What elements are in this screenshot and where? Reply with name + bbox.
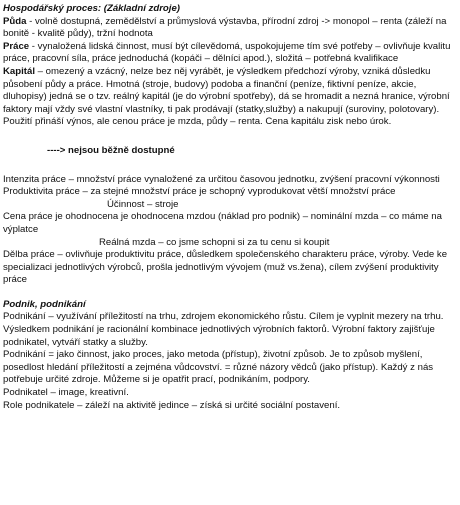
line-ucinnost: Účinnost – stroje	[107, 198, 179, 210]
paragraph-podnikatel: Podnikatel – image, kreativní.	[3, 387, 129, 399]
spacer	[3, 158, 455, 174]
paragraph-podnikani-2: Podnikání = jako činnost, jako proces, jako metoda (přístup), životní způsob. Je to způsob myšlení, posedlost hledání příležitostí a zejména vůdcovství. = různé názory vědců (jako přístup). Každý z nás potřebuje určité zdroje. Můžeme si je opatřit prací, podnikáním, podpory.	[3, 349, 434, 386]
arrow-note: ----> nejsou běžně dostupné	[47, 144, 175, 156]
paragraph-intenzita: Intenzita práce – množství práce vynaložené za určitou časovou jednotku, zvýšení pracovní výkonnosti	[3, 173, 440, 185]
paragraph-cena-prace: Cena práce je ohodnocena je ohodnocena mzdou (náklad pro podnik) – nominální mzda – co máme na výplatce	[3, 211, 442, 235]
paragraph-delba-prace: Dělba práce – ovlivňuje produktivitu práce, důsledkem společenského charakteru práce, výroby. Vede ke specializaci jednotlivých výrobců, prošla jednotlivým vývojem (muž vs.žena), cílem zvýšení produktivity práce	[3, 249, 448, 286]
line-realna-mzda: Reálná mzda – co jsme schopni si za tu cenu si koupit	[99, 236, 330, 248]
paragraph-podnikani-1: Podnikání – využívání příležitostí na trhu, zdrojem ekonomického růstu. Cílem je vyplnit mezery na trhu. Výsledkem podnikání je racionální kombinace jednotlivých výrobních faktorů. Výrobní faktory zajišťuje podnikatel, vytváří statky a služby.	[3, 311, 444, 348]
spacer	[3, 287, 455, 299]
text-prace: - vynaložená lidská činnost, musí být cílevědomá, uspokojujeme tím své potřeby – ovlivňuje kvalitu práce, pracovní síla, práce jednoduchá (kopáči – dělníci apod.), složitá – potřebná kvalifikace	[3, 40, 451, 65]
document-body	[3, 3, 455, 412]
term-prace: Práce	[3, 40, 30, 52]
text-kapital: – omezený a vzácný, nelze bez něj vyrábět, je výsledkem předchozí výroby, vzniká důsledku působení půdy a práce. Hmotná (stroje, budovy) podoba a finanční (peníze, fiktivní peníze, akcie, dluhopisy) jedná se o tzv. reálný kapitál (je do výrobní spotřeby), dá se hromadit a nezná hranice, výrobní faktory mají vždy své vlastní vlastníky, ti pak prodávají (statky,služby) a nakupují (suroviny, polotovary). Použití přináší výnos, ale cenou práce je mzda, půdy – renta. Cena kapitálu zisk nebo úrok.	[3, 65, 450, 128]
paragraph-puda	[3, 16, 455, 41]
text-puda: - volně dostupná, zemědělství a průmyslová výstavba, přírodní zdroj -> monopol – renta (záleží na bonitě - kvalitě půdy), tržní hodnota	[3, 15, 447, 40]
section-title-podnik: Podnik, podnikání	[3, 298, 86, 310]
paragraph-prace	[3, 41, 455, 66]
term-puda: Půda	[3, 15, 27, 27]
spacer	[3, 129, 455, 145]
term-kapital: Kapitál	[3, 65, 35, 77]
paragraph-kapital	[3, 66, 455, 129]
paragraph-produktivita: Produktivita práce – za stejné množství práce je schopný vyprodukovat větší množství práce	[3, 186, 396, 198]
section-title-hospodarsky-proces: Hospodářský proces: (Základní zdroje)	[3, 3, 180, 14]
paragraph-role-podnikatele: Role podnikatele – záleží na aktivitě jedince – získá si určité sociální postavení.	[3, 399, 341, 411]
